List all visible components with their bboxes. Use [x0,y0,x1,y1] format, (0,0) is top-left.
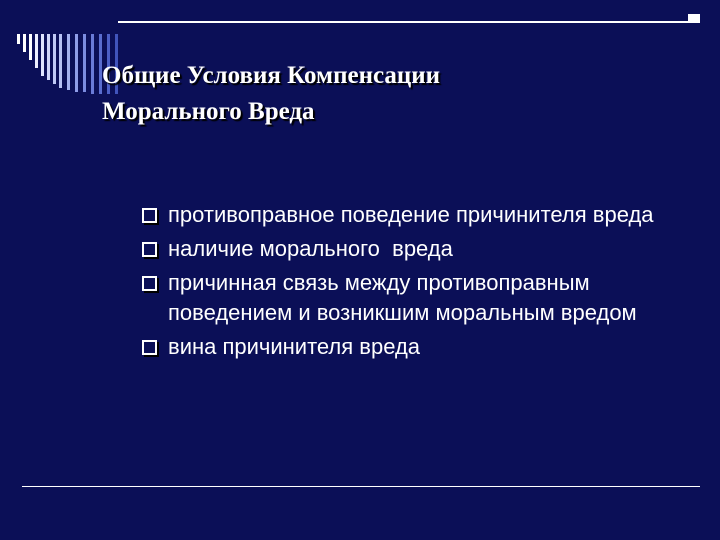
hollow-square-icon [142,340,157,355]
decor-bar [47,34,50,80]
hollow-square-icon [142,276,157,291]
decor-bar [91,34,94,94]
bullet-text: вина причинителя вреда [168,334,421,359]
bullet-item [140,234,660,264]
decor-bar [75,34,78,92]
decor-bar [41,34,44,76]
bottom-divider-line [22,486,700,487]
decor-bar [53,34,56,84]
decor-bar [67,34,70,90]
bullet-text: причинная связь между противоправным поведением и возникшим моральным вредом [168,270,637,325]
decor-bar [17,34,20,44]
decor-bar [83,34,86,92]
bullet-item [140,268,660,328]
top-divider-line [118,21,700,23]
decor-bar [59,34,62,88]
bullet-item [140,332,660,362]
bullet-text: наличие морального вреда [168,236,453,261]
decor-bar [35,34,38,68]
decor-bar [23,34,26,52]
slide-title-line-1: Общие Условия Компенсации [102,62,441,89]
bullet-item [140,200,660,230]
bullet-text: противоправное поведение причинителя вреда [168,202,654,227]
decor-bar [29,34,32,60]
hollow-square-icon [142,208,157,223]
hollow-square-icon [142,242,157,257]
slide-title-line-2: Морального Вреда [102,98,315,125]
bullet-list [140,200,660,366]
slide-title [102,58,662,130]
top-divider-cap [688,14,700,21]
